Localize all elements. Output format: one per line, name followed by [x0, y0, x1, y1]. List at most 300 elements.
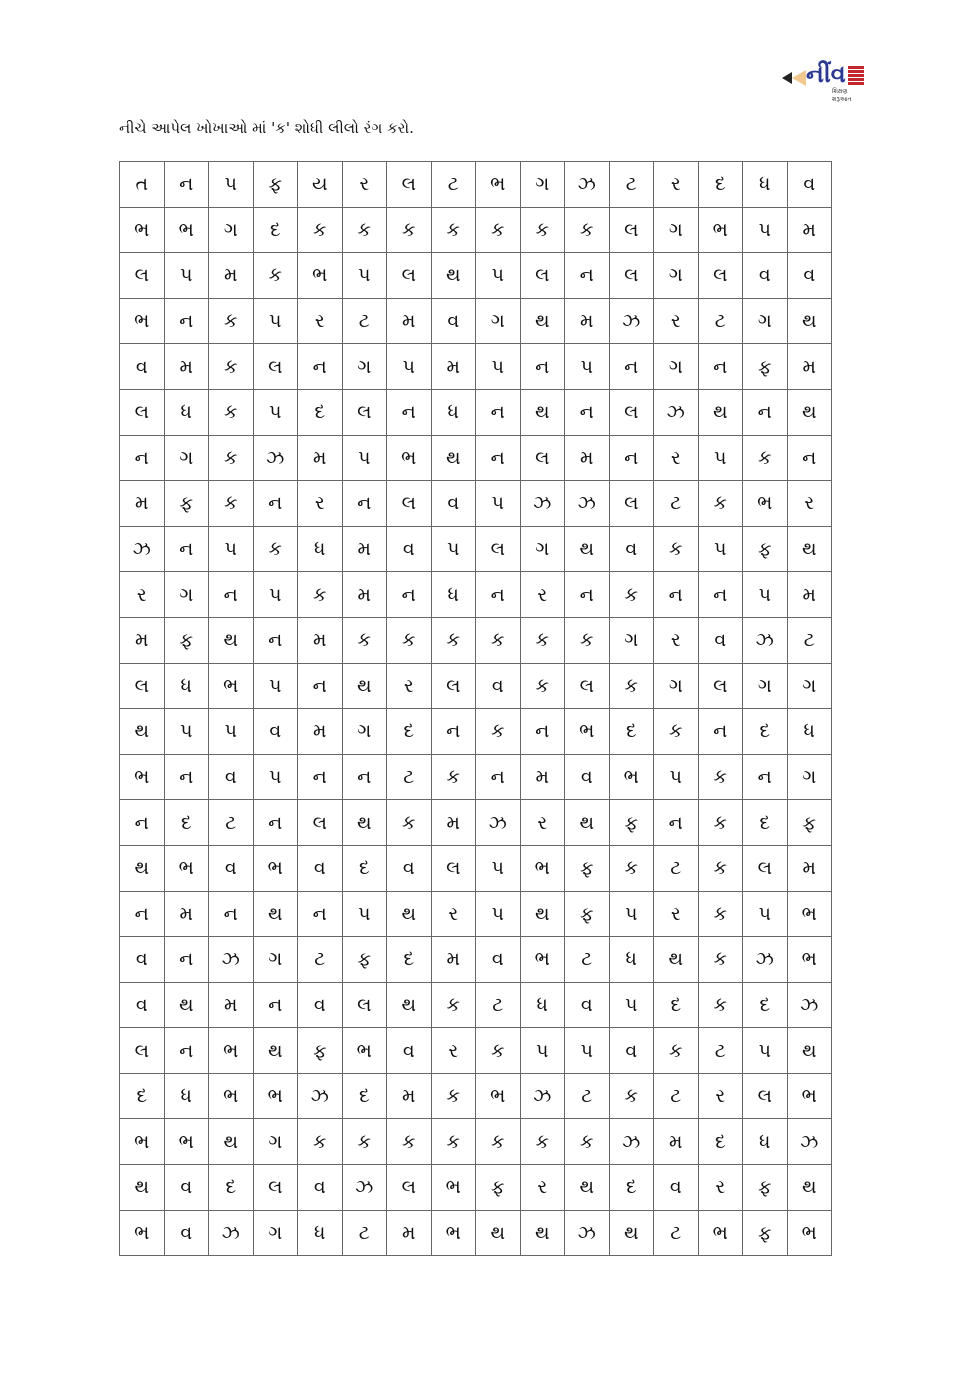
grid-cell[interactable]: થ — [209, 617, 254, 663]
grid-cell[interactable]: ટ — [565, 1073, 610, 1119]
grid-cell[interactable]: ક — [565, 617, 610, 663]
grid-cell[interactable]: પ — [342, 891, 387, 937]
grid-cell[interactable]: ર — [387, 663, 432, 709]
grid-cell[interactable]: મ — [787, 207, 832, 253]
grid-cell[interactable]: ભ — [609, 754, 654, 800]
grid-cell[interactable]: લ — [476, 526, 521, 572]
grid-cell[interactable]: ગ — [787, 663, 832, 709]
grid-cell[interactable]: વ — [431, 298, 476, 344]
grid-cell[interactable]: મ — [431, 937, 476, 983]
grid-cell[interactable]: વ — [698, 617, 743, 663]
grid-cell[interactable]: ટ — [698, 1028, 743, 1074]
grid-cell[interactable]: થ — [342, 663, 387, 709]
grid-cell[interactable]: પ — [743, 891, 788, 937]
grid-cell[interactable]: ક — [431, 1073, 476, 1119]
grid-cell[interactable]: ગ — [654, 253, 699, 299]
grid-cell[interactable]: ટ — [476, 982, 521, 1028]
grid-cell[interactable]: દ — [164, 800, 209, 846]
grid-cell[interactable]: ક — [209, 435, 254, 481]
grid-cell[interactable]: મ — [387, 1073, 432, 1119]
grid-cell[interactable]: પ — [342, 435, 387, 481]
grid-cell[interactable]: ગ — [342, 344, 387, 390]
grid-cell[interactable]: વ — [253, 709, 298, 755]
grid-cell[interactable]: મ — [298, 435, 343, 481]
grid-cell[interactable]: ટ — [654, 845, 699, 891]
grid-cell[interactable]: ભ — [743, 481, 788, 527]
grid-cell[interactable]: ટ — [298, 937, 343, 983]
grid-cell[interactable]: લ — [565, 663, 610, 709]
grid-cell[interactable]: ધ — [164, 1073, 209, 1119]
grid-cell[interactable]: દ — [120, 1073, 165, 1119]
grid-cell[interactable]: ઝ — [342, 1165, 387, 1211]
grid-cell[interactable]: વ — [120, 982, 165, 1028]
grid-cell[interactable]: ભ — [120, 754, 165, 800]
grid-cell[interactable]: ક — [476, 207, 521, 253]
grid-cell[interactable]: થ — [342, 800, 387, 846]
grid-cell[interactable]: ફ — [253, 162, 298, 208]
grid-cell[interactable]: ન — [476, 754, 521, 800]
grid-cell[interactable]: ઝ — [520, 1073, 565, 1119]
grid-cell[interactable]: વ — [209, 754, 254, 800]
grid-cell[interactable]: ગ — [253, 937, 298, 983]
grid-cell[interactable]: ફ — [164, 481, 209, 527]
grid-cell[interactable]: ર — [342, 162, 387, 208]
grid-cell[interactable]: ર — [654, 435, 699, 481]
grid-cell[interactable]: ન — [209, 891, 254, 937]
grid-cell[interactable]: ટ — [431, 162, 476, 208]
grid-cell[interactable]: ન — [609, 344, 654, 390]
grid-cell[interactable]: ભ — [298, 253, 343, 299]
grid-cell[interactable]: ન — [476, 435, 521, 481]
grid-cell[interactable]: ત — [120, 162, 165, 208]
grid-cell[interactable]: ધ — [431, 389, 476, 435]
grid-cell[interactable]: ગ — [654, 663, 699, 709]
grid-cell[interactable]: ન — [743, 754, 788, 800]
grid-cell[interactable]: ભ — [209, 663, 254, 709]
grid-cell[interactable]: થ — [698, 389, 743, 435]
grid-cell[interactable]: લ — [120, 253, 165, 299]
grid-cell[interactable]: ઝ — [120, 526, 165, 572]
grid-cell[interactable]: ક — [342, 207, 387, 253]
grid-cell[interactable]: ટ — [342, 298, 387, 344]
grid-cell[interactable]: ભ — [520, 937, 565, 983]
grid-cell[interactable]: પ — [698, 526, 743, 572]
grid-cell[interactable]: ઝ — [298, 1073, 343, 1119]
grid-cell[interactable]: ધ — [787, 709, 832, 755]
grid-cell[interactable]: દ — [209, 1165, 254, 1211]
grid-cell[interactable]: ધ — [743, 162, 788, 208]
grid-cell[interactable]: ટ — [698, 298, 743, 344]
grid-cell[interactable]: મ — [164, 891, 209, 937]
grid-cell[interactable]: ફ — [787, 800, 832, 846]
grid-cell[interactable]: ન — [476, 572, 521, 618]
grid-cell[interactable]: ક — [342, 617, 387, 663]
grid-cell[interactable]: ઝ — [654, 389, 699, 435]
grid-cell[interactable]: ક — [654, 1028, 699, 1074]
grid-cell[interactable]: ક — [387, 800, 432, 846]
grid-cell[interactable]: ધ — [298, 1210, 343, 1256]
grid-cell[interactable]: વ — [787, 253, 832, 299]
grid-cell[interactable]: ભ — [476, 1073, 521, 1119]
grid-cell[interactable]: લ — [253, 1165, 298, 1211]
grid-cell[interactable]: ભ — [120, 1210, 165, 1256]
grid-cell[interactable]: લ — [342, 389, 387, 435]
grid-cell[interactable]: દ — [698, 1119, 743, 1165]
grid-cell[interactable]: પ — [743, 572, 788, 618]
grid-cell[interactable]: ક — [476, 1119, 521, 1165]
grid-cell[interactable]: ધ — [431, 572, 476, 618]
grid-cell[interactable]: ફ — [342, 937, 387, 983]
grid-cell[interactable]: વ — [298, 982, 343, 1028]
grid-cell[interactable]: થ — [387, 891, 432, 937]
grid-cell[interactable]: ઝ — [520, 481, 565, 527]
grid-cell[interactable]: થ — [787, 1028, 832, 1074]
grid-cell[interactable]: ક — [609, 1073, 654, 1119]
grid-cell[interactable]: ન — [298, 754, 343, 800]
grid-cell[interactable]: ટ — [654, 481, 699, 527]
grid-cell[interactable]: ન — [164, 162, 209, 208]
grid-cell[interactable]: પ — [209, 162, 254, 208]
grid-cell[interactable]: દ — [609, 1165, 654, 1211]
grid-cell[interactable]: ર — [654, 617, 699, 663]
grid-cell[interactable]: ધ — [298, 526, 343, 572]
grid-cell[interactable]: ક — [698, 891, 743, 937]
grid-cell[interactable]: ર — [298, 481, 343, 527]
grid-cell[interactable]: ન — [342, 754, 387, 800]
grid-cell[interactable]: ભ — [120, 298, 165, 344]
grid-cell[interactable]: મ — [209, 982, 254, 1028]
grid-cell[interactable]: ક — [431, 207, 476, 253]
grid-cell[interactable]: પ — [209, 526, 254, 572]
grid-cell[interactable]: થ — [120, 845, 165, 891]
grid-cell[interactable]: પ — [654, 754, 699, 800]
grid-cell[interactable]: ન — [164, 298, 209, 344]
grid-cell[interactable]: લ — [520, 253, 565, 299]
grid-cell[interactable]: ફ — [743, 1165, 788, 1211]
grid-cell[interactable]: ફ — [565, 891, 610, 937]
grid-cell[interactable]: ભ — [253, 1073, 298, 1119]
grid-cell[interactable]: લ — [387, 162, 432, 208]
grid-cell[interactable]: ઝ — [787, 1119, 832, 1165]
grid-cell[interactable]: લ — [387, 253, 432, 299]
grid-cell[interactable]: લ — [609, 481, 654, 527]
grid-cell[interactable]: મ — [787, 344, 832, 390]
grid-cell[interactable]: ન — [298, 344, 343, 390]
grid-cell[interactable]: વ — [476, 937, 521, 983]
grid-cell[interactable]: ઝ — [743, 937, 788, 983]
grid-cell[interactable]: લ — [120, 663, 165, 709]
grid-cell[interactable]: પ — [431, 526, 476, 572]
grid-cell[interactable]: થ — [787, 298, 832, 344]
grid-cell[interactable]: થ — [787, 526, 832, 572]
grid-cell[interactable]: ક — [298, 1119, 343, 1165]
grid-cell[interactable]: ગ — [342, 709, 387, 755]
grid-cell[interactable]: ક — [253, 253, 298, 299]
grid-cell[interactable]: દ — [609, 709, 654, 755]
grid-cell[interactable]: ઝ — [209, 937, 254, 983]
grid-cell[interactable]: થ — [120, 1165, 165, 1211]
grid-cell[interactable]: ગ — [787, 754, 832, 800]
grid-cell[interactable]: મ — [787, 845, 832, 891]
grid-cell[interactable]: દ — [654, 982, 699, 1028]
grid-cell[interactable]: ભ — [698, 207, 743, 253]
grid-cell[interactable]: લ — [743, 1073, 788, 1119]
grid-cell[interactable]: લ — [387, 481, 432, 527]
grid-cell[interactable]: વ — [164, 1165, 209, 1211]
grid-cell[interactable]: ટ — [787, 617, 832, 663]
grid-cell[interactable]: ગ — [253, 1210, 298, 1256]
grid-cell[interactable]: ર — [654, 891, 699, 937]
grid-cell[interactable]: ગ — [520, 526, 565, 572]
grid-cell[interactable]: ફ — [609, 800, 654, 846]
grid-cell[interactable]: ર — [520, 800, 565, 846]
grid-cell[interactable]: ફ — [565, 845, 610, 891]
grid-cell[interactable]: મ — [565, 435, 610, 481]
grid-cell[interactable]: થ — [565, 800, 610, 846]
grid-cell[interactable]: લ — [298, 800, 343, 846]
grid-cell[interactable]: પ — [476, 344, 521, 390]
grid-cell[interactable]: ક — [698, 800, 743, 846]
grid-cell[interactable]: ધ — [743, 1119, 788, 1165]
grid-cell[interactable]: થ — [787, 389, 832, 435]
grid-cell[interactable]: ક — [654, 526, 699, 572]
grid-cell[interactable]: દ — [743, 709, 788, 755]
grid-cell[interactable]: ટ — [609, 162, 654, 208]
grid-cell[interactable]: ન — [342, 481, 387, 527]
grid-cell[interactable]: ઝ — [743, 617, 788, 663]
grid-cell[interactable]: થ — [209, 1119, 254, 1165]
grid-cell[interactable]: ભ — [431, 1165, 476, 1211]
grid-cell[interactable]: ન — [476, 389, 521, 435]
grid-cell[interactable]: લ — [743, 845, 788, 891]
grid-cell[interactable]: થ — [520, 891, 565, 937]
grid-cell[interactable]: ક — [609, 845, 654, 891]
grid-cell[interactable]: ક — [431, 617, 476, 663]
grid-cell[interactable]: ક — [520, 207, 565, 253]
grid-cell[interactable]: પ — [476, 845, 521, 891]
grid-cell[interactable]: ઝ — [253, 435, 298, 481]
grid-cell[interactable]: પ — [209, 709, 254, 755]
grid-cell[interactable]: મ — [565, 298, 610, 344]
grid-cell[interactable]: ઝ — [609, 1119, 654, 1165]
grid-cell[interactable]: ઝ — [565, 162, 610, 208]
grid-cell[interactable]: દ — [342, 1073, 387, 1119]
grid-cell[interactable]: વ — [787, 162, 832, 208]
grid-cell[interactable]: ક — [520, 663, 565, 709]
grid-cell[interactable]: ફ — [743, 526, 788, 572]
grid-cell[interactable]: ર — [654, 298, 699, 344]
grid-cell[interactable]: ક — [698, 845, 743, 891]
grid-cell[interactable]: ભ — [387, 435, 432, 481]
grid-cell[interactable]: વ — [609, 1028, 654, 1074]
grid-cell[interactable]: મ — [654, 1119, 699, 1165]
grid-cell[interactable]: પ — [387, 344, 432, 390]
grid-cell[interactable]: મ — [164, 344, 209, 390]
grid-cell[interactable]: ક — [609, 572, 654, 618]
grid-cell[interactable]: થ — [253, 891, 298, 937]
grid-cell[interactable]: ન — [520, 709, 565, 755]
grid-cell[interactable]: ગ — [209, 207, 254, 253]
grid-cell[interactable]: થ — [520, 1210, 565, 1256]
grid-cell[interactable]: પ — [164, 709, 209, 755]
grid-cell[interactable]: ભ — [476, 162, 521, 208]
grid-cell[interactable]: મ — [120, 617, 165, 663]
grid-cell[interactable]: પ — [476, 891, 521, 937]
grid-cell[interactable]: ક — [342, 1119, 387, 1165]
grid-cell[interactable]: ક — [565, 207, 610, 253]
grid-cell[interactable]: વ — [654, 1165, 699, 1211]
grid-cell[interactable]: ય — [298, 162, 343, 208]
grid-cell[interactable]: થ — [520, 389, 565, 435]
grid-cell[interactable]: ભ — [520, 845, 565, 891]
grid-cell[interactable]: ધ — [609, 937, 654, 983]
grid-cell[interactable]: પ — [253, 663, 298, 709]
grid-cell[interactable]: લ — [120, 1028, 165, 1074]
grid-cell[interactable]: ક — [209, 481, 254, 527]
grid-cell[interactable]: પ — [743, 207, 788, 253]
grid-cell[interactable]: મ — [387, 1210, 432, 1256]
grid-cell[interactable]: ન — [120, 891, 165, 937]
grid-cell[interactable]: ર — [698, 1073, 743, 1119]
grid-cell[interactable]: ધ — [164, 663, 209, 709]
grid-cell[interactable]: ક — [698, 754, 743, 800]
grid-cell[interactable]: વ — [565, 754, 610, 800]
grid-cell[interactable]: વ — [387, 1028, 432, 1074]
grid-cell[interactable]: ન — [253, 982, 298, 1028]
grid-cell[interactable]: ભ — [120, 207, 165, 253]
grid-cell[interactable]: લ — [387, 1165, 432, 1211]
grid-cell[interactable]: વ — [387, 526, 432, 572]
grid-cell[interactable]: ક — [387, 1119, 432, 1165]
grid-cell[interactable]: ક — [743, 435, 788, 481]
grid-cell[interactable]: ભ — [209, 1028, 254, 1074]
grid-cell[interactable]: લ — [431, 663, 476, 709]
grid-cell[interactable]: પ — [253, 389, 298, 435]
grid-cell[interactable]: ન — [164, 937, 209, 983]
grid-cell[interactable]: પ — [253, 298, 298, 344]
grid-cell[interactable]: ક — [387, 207, 432, 253]
grid-cell[interactable]: ભ — [164, 207, 209, 253]
grid-cell[interactable]: વ — [609, 526, 654, 572]
grid-cell[interactable]: લ — [520, 435, 565, 481]
grid-cell[interactable]: ઝ — [565, 1210, 610, 1256]
grid-cell[interactable]: ગ — [654, 207, 699, 253]
grid-cell[interactable]: મ — [431, 344, 476, 390]
grid-cell[interactable]: ર — [431, 1028, 476, 1074]
grid-cell[interactable]: ક — [476, 1028, 521, 1074]
grid-cell[interactable]: ઝ — [565, 481, 610, 527]
grid-cell[interactable]: ક — [698, 982, 743, 1028]
grid-cell[interactable]: ન — [698, 344, 743, 390]
grid-cell[interactable]: વ — [431, 481, 476, 527]
grid-cell[interactable]: થ — [431, 435, 476, 481]
grid-cell[interactable]: વ — [120, 344, 165, 390]
grid-cell[interactable]: મ — [787, 572, 832, 618]
grid-cell[interactable]: થ — [565, 1165, 610, 1211]
grid-cell[interactable]: ન — [698, 572, 743, 618]
grid-cell[interactable]: ક — [476, 709, 521, 755]
grid-cell[interactable]: ન — [164, 526, 209, 572]
grid-cell[interactable]: ક — [654, 709, 699, 755]
grid-cell[interactable]: ધ — [164, 389, 209, 435]
grid-cell[interactable]: ન — [298, 663, 343, 709]
grid-cell[interactable]: ગ — [253, 1119, 298, 1165]
grid-cell[interactable]: ક — [431, 982, 476, 1028]
grid-cell[interactable]: દ — [387, 937, 432, 983]
grid-cell[interactable]: વ — [387, 845, 432, 891]
grid-cell[interactable]: ભ — [787, 937, 832, 983]
grid-cell[interactable]: ગ — [609, 617, 654, 663]
grid-cell[interactable]: ન — [387, 572, 432, 618]
grid-cell[interactable]: ર — [520, 572, 565, 618]
grid-cell[interactable]: ભ — [431, 1210, 476, 1256]
grid-cell[interactable]: પ — [609, 891, 654, 937]
grid-cell[interactable]: ન — [209, 572, 254, 618]
grid-cell[interactable]: ર — [520, 1165, 565, 1211]
grid-cell[interactable]: મ — [342, 526, 387, 572]
grid-cell[interactable]: ન — [253, 481, 298, 527]
grid-cell[interactable]: પ — [253, 572, 298, 618]
grid-cell[interactable]: લ — [609, 207, 654, 253]
grid-cell[interactable]: ભ — [787, 1210, 832, 1256]
grid-cell[interactable]: વ — [164, 1210, 209, 1256]
grid-cell[interactable]: પ — [609, 982, 654, 1028]
grid-cell[interactable]: પ — [520, 1028, 565, 1074]
grid-cell[interactable]: ફ — [298, 1028, 343, 1074]
grid-cell[interactable]: ર — [298, 298, 343, 344]
grid-cell[interactable]: થ — [387, 982, 432, 1028]
grid-cell[interactable]: ર — [787, 481, 832, 527]
grid-cell[interactable]: મ — [298, 617, 343, 663]
grid-cell[interactable]: થ — [654, 937, 699, 983]
grid-cell[interactable]: દ — [698, 162, 743, 208]
grid-cell[interactable]: ટ — [565, 937, 610, 983]
grid-cell[interactable]: ન — [654, 572, 699, 618]
grid-cell[interactable]: ક — [520, 1119, 565, 1165]
grid-cell[interactable]: મ — [342, 572, 387, 618]
grid-cell[interactable]: થ — [253, 1028, 298, 1074]
grid-cell[interactable]: ક — [431, 754, 476, 800]
grid-cell[interactable]: ભ — [164, 1119, 209, 1165]
grid-cell[interactable]: પ — [476, 481, 521, 527]
grid-cell[interactable]: ગ — [164, 435, 209, 481]
grid-cell[interactable]: પ — [698, 435, 743, 481]
grid-cell[interactable]: ન — [520, 344, 565, 390]
grid-cell[interactable]: મ — [120, 481, 165, 527]
grid-cell[interactable]: લ — [698, 663, 743, 709]
grid-cell[interactable]: થ — [164, 982, 209, 1028]
grid-cell[interactable]: ભ — [698, 1210, 743, 1256]
grid-cell[interactable]: ન — [565, 253, 610, 299]
grid-cell[interactable]: ગ — [743, 298, 788, 344]
grid-cell[interactable]: મ — [298, 709, 343, 755]
grid-cell[interactable]: લ — [609, 253, 654, 299]
grid-cell[interactable]: પ — [342, 253, 387, 299]
grid-cell[interactable]: વ — [298, 1165, 343, 1211]
grid-cell[interactable]: વ — [209, 845, 254, 891]
grid-cell[interactable]: ન — [698, 709, 743, 755]
grid-cell[interactable]: ઝ — [209, 1210, 254, 1256]
grid-cell[interactable]: ક — [476, 617, 521, 663]
grid-cell[interactable]: વ — [565, 982, 610, 1028]
grid-cell[interactable]: ન — [253, 800, 298, 846]
grid-cell[interactable]: ન — [164, 1028, 209, 1074]
grid-cell[interactable]: ભ — [209, 1073, 254, 1119]
grid-cell[interactable]: થ — [120, 709, 165, 755]
grid-cell[interactable]: ફ — [164, 617, 209, 663]
grid-cell[interactable]: ન — [387, 389, 432, 435]
grid-cell[interactable]: લ — [698, 253, 743, 299]
